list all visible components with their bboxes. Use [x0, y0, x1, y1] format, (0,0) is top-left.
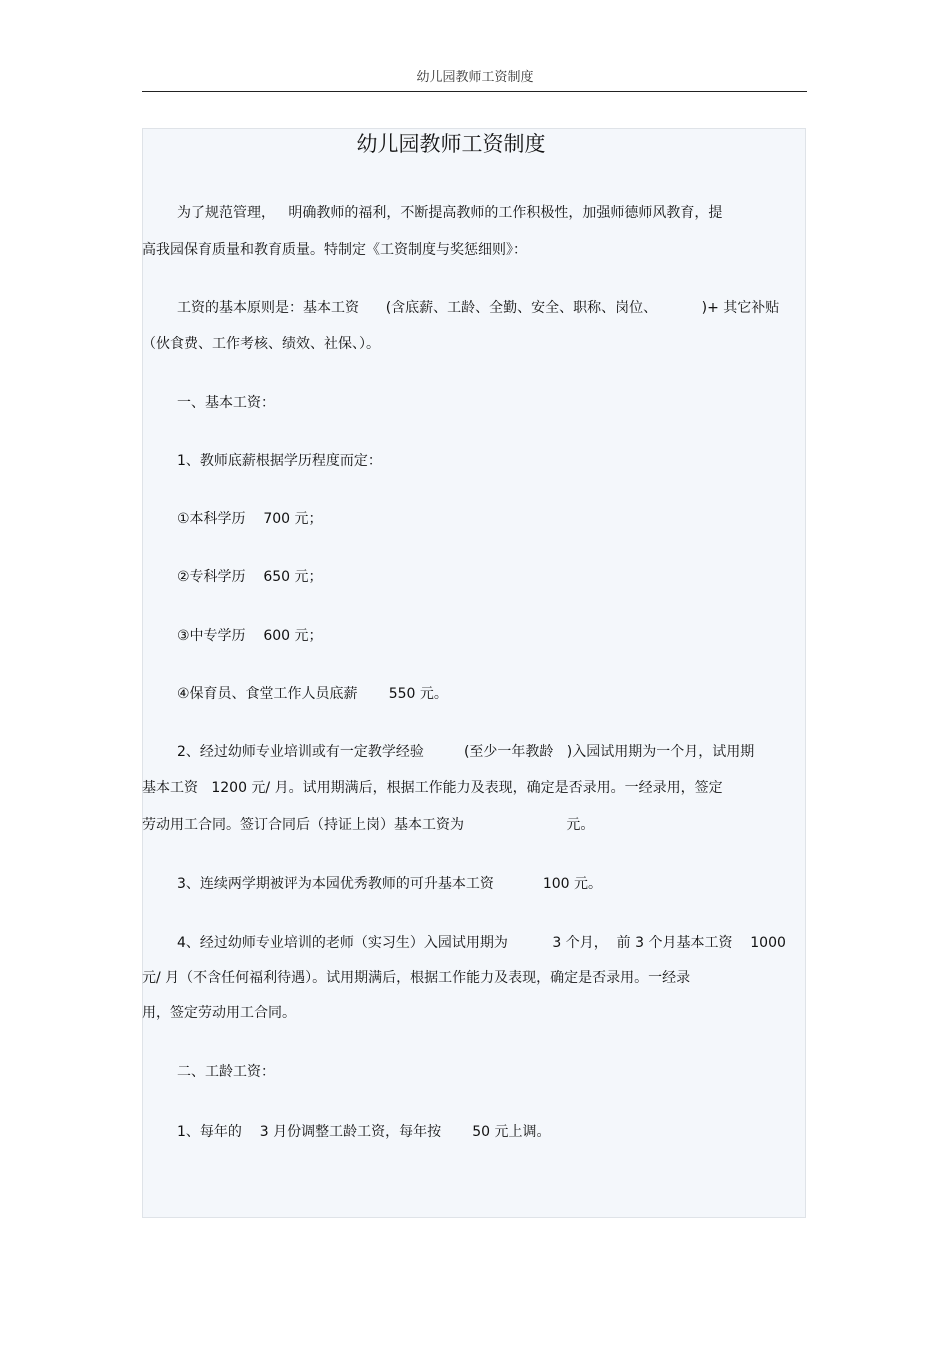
- document-title: 幼儿园教师工资制度: [356, 132, 546, 156]
- item2-line-3: 劳动用工合同。签订合同后（持证上岗）基本工资为 元。: [142, 817, 595, 833]
- item4-line-3: 用，签定劳动用工合同。: [142, 1005, 296, 1021]
- principle-line-1: 工资的基本原则是：基本工资 (含底薪、工龄、全勤、安全、职称、岗位、 )+ 其它补贴: [177, 300, 780, 316]
- seniority-item-1: 1、每年的 3 月份调整工龄工资，每年按 50 元上调。: [177, 1124, 551, 1140]
- item4-line-2: 元/ 月（不含任何福利待遇）。试用期满后，根据工作能力及表现，确定是否录用。一经录: [142, 970, 691, 986]
- item4-line-1: 4、经过幼师专业培训的老师（实习生）入园试用期为 3 个月， 前 3 个月基本工资 1000: [177, 935, 786, 951]
- intro-line-2: 高我园保育质量和教育质量。特制定《工资制度与奖惩细则》：: [142, 242, 527, 258]
- degree-item-college: ②专科学历 650 元；: [177, 569, 323, 585]
- degree-item-secondary: ③中专学历 600 元；: [177, 628, 323, 644]
- principle-line-2: （伙食费、工作考核、绩效、社保、）。: [142, 336, 380, 352]
- header-divider: [142, 91, 807, 92]
- list-item: 1、教师底薪根据学历程度而定：: [177, 453, 382, 469]
- item2-line-1: 2、经过幼师专业培训或有一定教学经验 (至少一年教龄 )入园试用期为一个月，试用期: [177, 744, 755, 760]
- section-heading-basic-salary: 一、基本工资：: [177, 395, 275, 411]
- degree-item-bachelor: ①本科学历 700 元；: [177, 511, 323, 527]
- intro-line-1: 为了规范管理， 明确教师的福利，不断提高教师的工作积极性，加强师德师风教育，提: [177, 205, 723, 221]
- item2-line-2: 基本工资 1200 元/ 月。试用期满后，根据工作能力及表现，确定是否录用。一经录用，签定: [142, 780, 723, 796]
- item3-line: 3、连续两学期被评为本园优秀教师的可升基本工资 100 元。: [177, 876, 603, 892]
- section-heading-seniority-salary: 二、工龄工资：: [177, 1064, 275, 1080]
- document-body: [142, 128, 806, 1218]
- degree-item-staff: ④保育员、食堂工作人员底薪 550 元。: [177, 686, 448, 702]
- running-header: 幼儿园教师工资制度: [416, 70, 534, 85]
